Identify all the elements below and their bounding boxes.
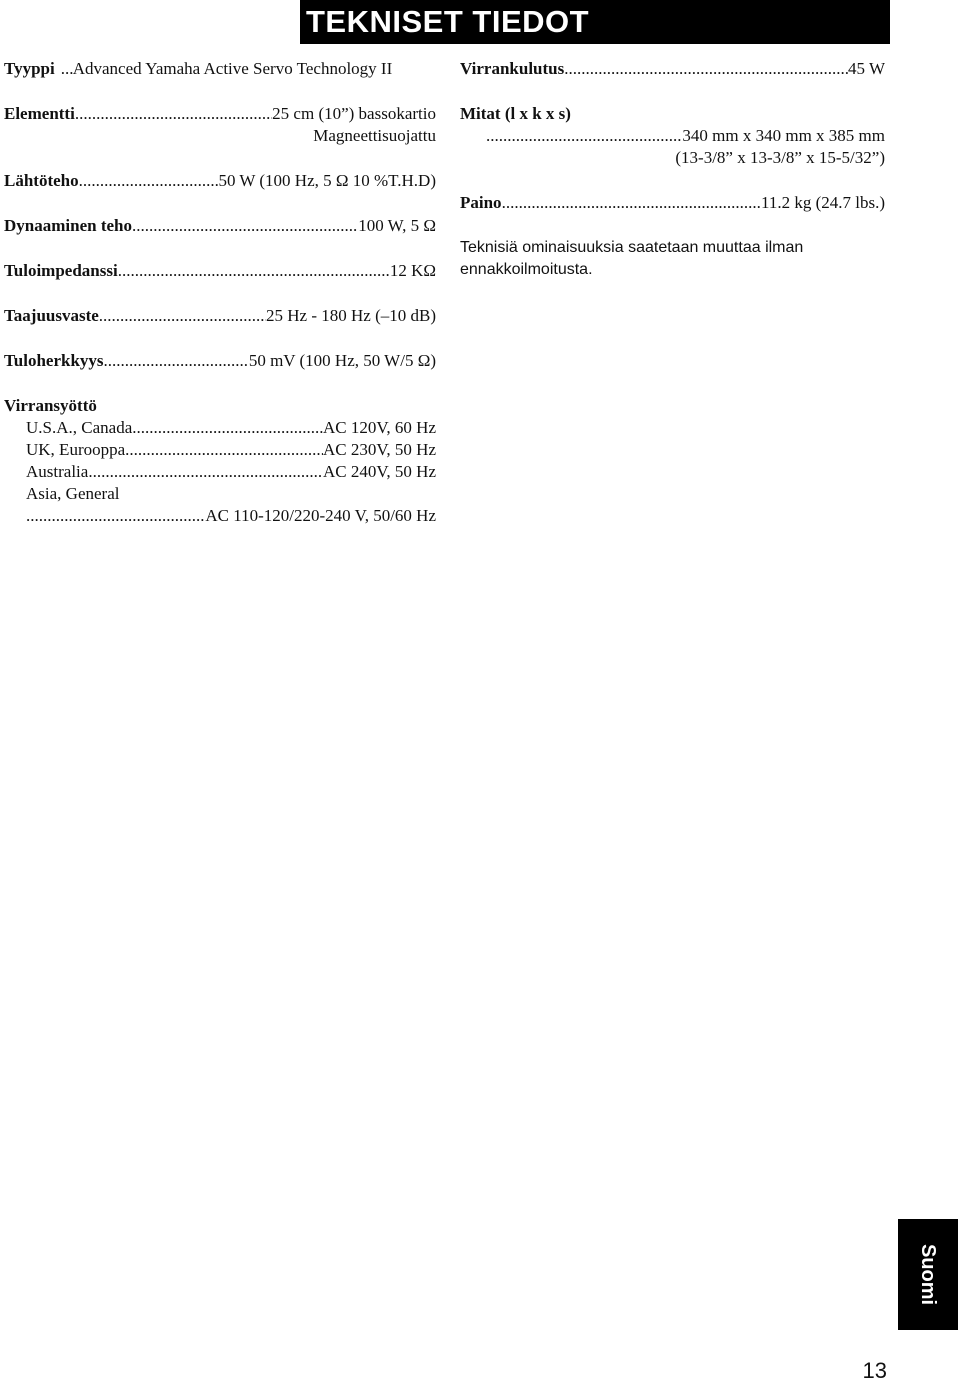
spec-value: 50 W (100 Hz, 5 Ω 10 %T.H.D) bbox=[218, 171, 436, 190]
spec-value: 25 cm (10”) bassokartio bbox=[272, 104, 436, 123]
leader-dots bbox=[79, 170, 219, 192]
spec-value: 11.2 kg (24.7 lbs.) bbox=[760, 193, 885, 212]
spec-elementti bbox=[4, 103, 436, 147]
leader-dots bbox=[75, 103, 272, 125]
spec-value: 25 Hz - 180 Hz (–10 dB) bbox=[266, 306, 436, 325]
leader-dots bbox=[26, 505, 205, 527]
region-value: AC 110-120/220-240 V, 50/60 Hz bbox=[205, 506, 436, 525]
spec-label: Taajuusvaste bbox=[4, 306, 99, 325]
left-column bbox=[4, 58, 436, 527]
leader-dots bbox=[118, 260, 390, 282]
spec-value: 45 W bbox=[848, 59, 885, 78]
spec-label: Tuloherkkyys bbox=[4, 351, 104, 370]
leader-dots bbox=[502, 192, 761, 214]
spec-label: Paino bbox=[460, 193, 502, 212]
power-row-uk bbox=[4, 439, 436, 461]
spec-value: 100 W, 5 Ω bbox=[358, 216, 436, 235]
region-label: Australia bbox=[26, 462, 89, 481]
region-label: U.S.A., Canada bbox=[26, 418, 133, 437]
power-row-general bbox=[4, 505, 436, 527]
leader-dots bbox=[125, 439, 323, 461]
region-label: UK, Eurooppa bbox=[26, 440, 126, 459]
language-tab bbox=[898, 1219, 958, 1330]
right-column bbox=[460, 58, 885, 281]
region-value: AC 230V, 50 Hz bbox=[322, 440, 436, 459]
region-value: AC 120V, 60 Hz bbox=[322, 418, 436, 437]
spec-value: 340 mm x 340 mm x 385 mm bbox=[682, 126, 885, 145]
leader-dots bbox=[132, 417, 323, 439]
region-value: AC 240V, 50 Hz bbox=[322, 462, 436, 481]
spec-note: Teknisiä ominaisuuksia saatetaan muuttaa ilman ennakkoilmoitusta. bbox=[460, 239, 804, 278]
leader-dots bbox=[99, 305, 266, 327]
spec-label: Virrankulutus bbox=[460, 59, 565, 78]
spec-lahtoteho bbox=[4, 170, 436, 192]
page-title: TEKNISET TIEDOT bbox=[300, 0, 890, 44]
leader-dots bbox=[88, 461, 323, 483]
spec-tyyppi bbox=[4, 58, 436, 80]
spec-label: Dynaaminen teho bbox=[4, 216, 132, 235]
spec-label: Tyyppi bbox=[4, 59, 55, 78]
spec-value-line2: Magneettisuojattu bbox=[313, 126, 436, 145]
spec-dynaaminen-teho bbox=[4, 215, 436, 237]
spec-virrankulutus bbox=[460, 58, 885, 80]
spec-paino bbox=[460, 192, 885, 214]
language-tab-label: Suomi bbox=[917, 1243, 940, 1306]
leader-dots bbox=[486, 125, 682, 147]
spec-tuloimpedanssi bbox=[4, 260, 436, 282]
leader-dots bbox=[104, 350, 249, 372]
leader-dots bbox=[132, 215, 358, 237]
header-spacer bbox=[0, 0, 300, 44]
page-number: 13 bbox=[862, 1358, 887, 1383]
spec-mitat bbox=[460, 103, 885, 169]
spec-heading: Virransyöttö bbox=[4, 396, 97, 415]
spec-taajuusvaste bbox=[4, 305, 436, 327]
power-region-general: Asia, General bbox=[26, 484, 120, 503]
spec-value-line2: (13-3/8” x 13-3/8” x 15-5/32”) bbox=[675, 148, 885, 167]
page-header bbox=[0, 0, 890, 44]
leader-dots bbox=[564, 58, 848, 80]
spec-virransyotto bbox=[4, 395, 436, 527]
spec-label: Elementti bbox=[4, 104, 75, 123]
spec-tuloherkkyys bbox=[4, 350, 436, 372]
power-row-australia bbox=[4, 461, 436, 483]
spec-value: 12 KΩ bbox=[389, 261, 436, 280]
power-row-usa bbox=[4, 417, 436, 439]
spec-value: 50 mV (100 Hz, 50 W/5 Ω) bbox=[248, 351, 436, 370]
spec-label: Lähtöteho bbox=[4, 171, 79, 190]
spec-value: Advanced Yamaha Active Servo Technology II bbox=[72, 59, 393, 78]
leader-dots bbox=[61, 58, 73, 80]
spec-label: Tuloimpedanssi bbox=[4, 261, 118, 280]
spec-label: Mitat (l x k x s) bbox=[460, 104, 571, 123]
